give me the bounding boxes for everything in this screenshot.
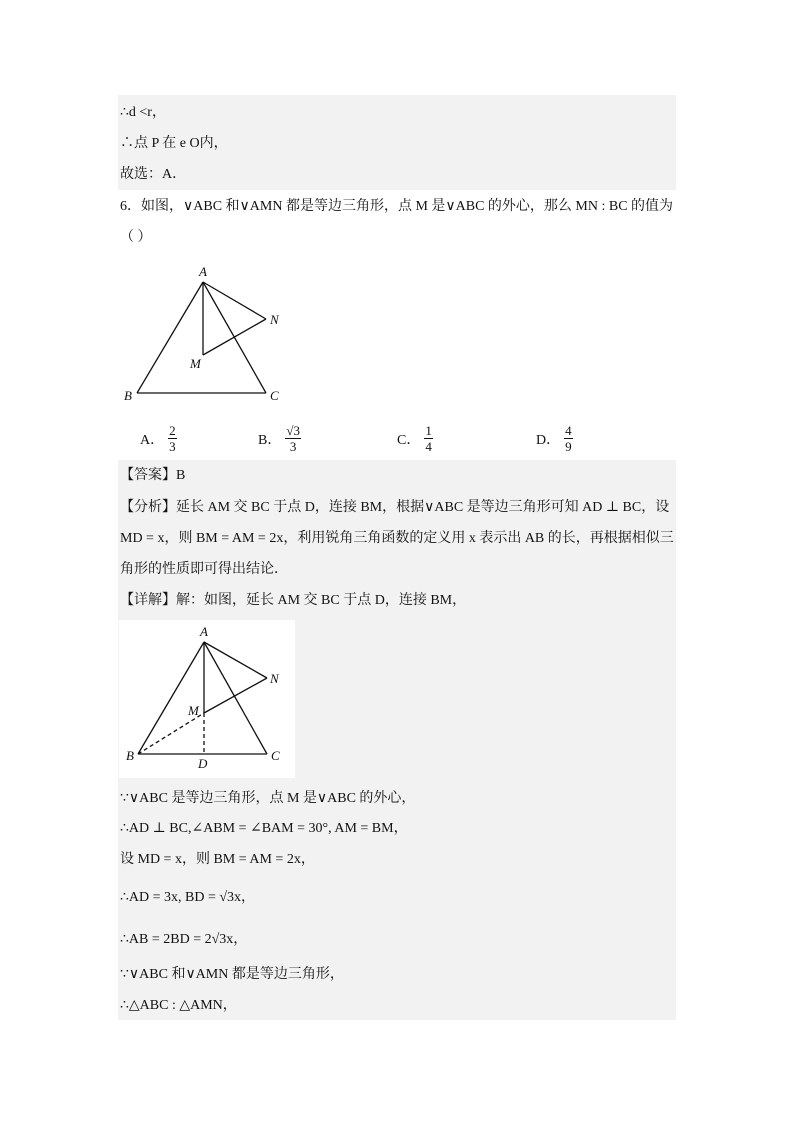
label-c-2: C [271,748,280,763]
choice-a-den: 3 [169,439,176,454]
label-a: A [199,264,207,279]
analysis-line-1: 【分析】延长 AM 交 BC 于点 D，连接 BM，根据∨ABC 是等边三角形可知 AD ⊥ BC，设 [120,500,670,515]
choice-a-num: 2 [169,423,176,438]
edge-an [203,282,266,319]
label-n: N [270,312,279,327]
choice-b-num: √3 [286,423,300,438]
label-d-2: D [198,756,208,771]
solution-line-2: ∴AD ⊥ BC,∠ABM = ∠BAM = 30°, AM = BM， [120,821,408,836]
analysis-line-3: 角形的性质即可得出结论． [120,562,288,577]
choice-c[interactable] [397,423,433,454]
detail-intro: 【详解】解：如图，延长 AM 交 BC 于点 D，连接 BM， [120,593,467,608]
edge-ab-2 [138,642,204,754]
choice-a[interactable] [140,423,177,454]
choice-d-den: 9 [565,439,572,454]
label-c: C [270,388,279,403]
label-a-2: A [200,624,208,639]
top-line-2: ∴点 P 在 e O内， [120,136,228,151]
choice-b-letter: B． [258,432,282,448]
top-line-1: ∴d <r， [120,105,166,120]
label-b: B [124,388,132,403]
edge-bm-dashed [138,713,204,754]
choice-b-den: 3 [289,439,297,454]
choice-c-den: 4 [425,439,432,454]
answer-line: 【答案】B [120,468,186,483]
edge-ac-2 [204,642,267,754]
choice-a-letter: A． [140,432,165,448]
edge-ab [137,282,203,393]
edge-mn [203,319,266,355]
label-m-2: M [188,703,199,718]
solution-line-1: ∵∨ABC 是等边三角形，点 M 是∨ABC 的外心， [120,791,416,806]
triangle-figure-1 [118,262,318,422]
choice-c-num: 1 [425,423,432,438]
edge-mn-2 [204,678,267,713]
question-text: 6．如图，∨ABC 和∨AMN 都是等边三角形，点 M 是∨ABC 的外心，那么 MN : BC 的值为 [120,199,674,214]
choice-d-num: 4 [565,423,572,438]
choice-d[interactable] [536,423,573,454]
solution-line-4: ∴AD = 3x, BD = √3x， [120,890,256,905]
triangle-figure-2 [119,620,295,778]
solution-line-3: 设 MD = x，则 BM = AM = 2x， [120,852,315,867]
choice-d-letter: D． [536,432,561,448]
label-b-2: B [126,748,134,763]
analysis-line-2: MD = x，则 BM = AM = 2x，利用锐角三角函数的定义用 x 表示出 AB 的长，再根据相似三 [120,531,674,546]
solution-line-7: ∴△ABC : △AMN， [120,998,237,1013]
choice-c-letter: C． [397,432,421,448]
question-blank: （ ） [120,230,152,245]
choice-b[interactable] [258,423,301,454]
top-line-3: 故选：A． [120,167,187,182]
label-n-2: N [270,671,279,686]
solution-line-5: ∴AB = 2BD = 2√3x， [120,932,248,947]
solution-line-6: ∵∨ABC 和∨AMN 都是等边三角形， [120,967,344,982]
label-m: M [190,356,201,371]
